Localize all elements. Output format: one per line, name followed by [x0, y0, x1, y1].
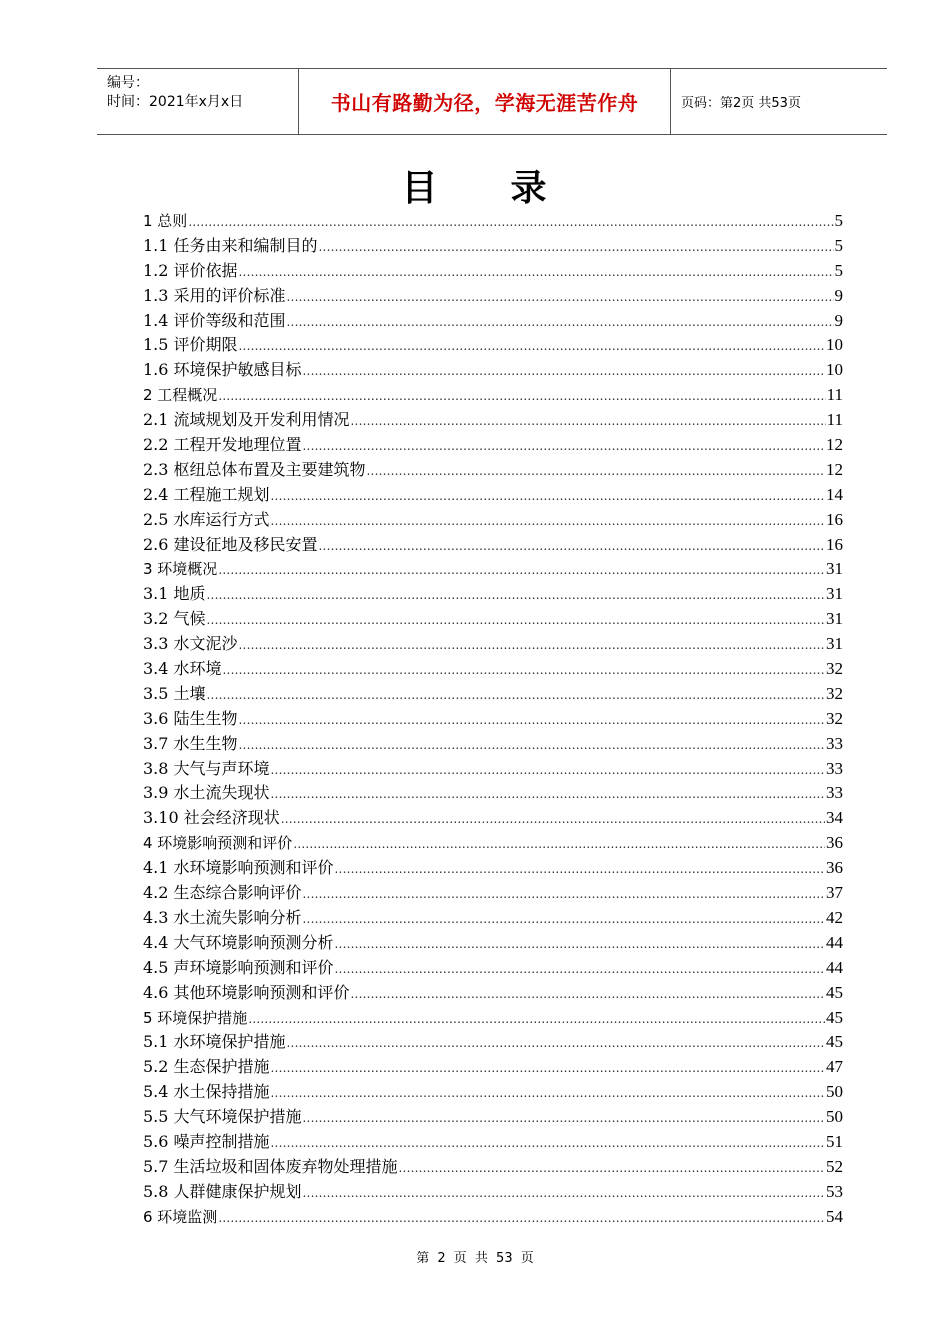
toc-leader-dots — [367, 458, 825, 484]
toc-entry[interactable] — [143, 632, 843, 657]
toc-entry-page: 54 — [826, 1206, 843, 1226]
title-char-2: 录 — [510, 168, 549, 209]
toc-leader-dots — [239, 707, 825, 733]
toc-leader-dots — [287, 309, 834, 335]
toc-entry-page: 14 — [826, 484, 843, 504]
toc-entry-page: 31 — [826, 584, 843, 604]
header-meta — [97, 69, 299, 134]
toc-entry-page: 50 — [826, 1082, 843, 1102]
toc-entry-label: 4.2 生态综合影响评价 — [143, 883, 302, 903]
table-of-contents — [143, 209, 843, 1230]
toc-leader-dots — [223, 657, 825, 683]
toc-entry-label: 3.3 水文泥沙 — [143, 634, 238, 654]
toc-entry-page: 16 — [826, 509, 843, 529]
toc-entry-page: 32 — [826, 683, 843, 703]
toc-entry-label: 2 工程概况 — [143, 386, 218, 405]
toc-entry-label: 2.4 工程施工规划 — [143, 484, 270, 504]
page-header — [97, 68, 887, 135]
toc-entry-page: 10 — [826, 335, 843, 355]
toc-entry[interactable] — [143, 284, 843, 309]
toc-entry-page: 53 — [826, 1181, 843, 1201]
toc-leader-dots — [188, 209, 833, 235]
toc-leader-dots — [287, 1030, 825, 1056]
header-motto-cell — [299, 69, 671, 134]
toc-entry-page: 34 — [826, 808, 843, 828]
toc-entry[interactable] — [143, 309, 843, 334]
toc-entry-label: 2.5 水库运行方式 — [143, 509, 270, 529]
toc-entry-label: 5.5 大气环境保护措施 — [143, 1107, 302, 1127]
toc-entry-page: 52 — [826, 1156, 843, 1176]
toc-entry[interactable] — [143, 508, 843, 533]
toc-leader-dots — [271, 781, 825, 807]
toc-entry-page: 16 — [826, 534, 843, 554]
toc-leader-dots — [271, 1130, 825, 1156]
toc-entry-label: 1.2 评价依据 — [143, 260, 238, 280]
toc-leader-dots — [351, 981, 825, 1007]
toc-entry[interactable] — [143, 1006, 843, 1031]
toc-leader-dots — [271, 508, 825, 534]
toc-leader-dots — [303, 881, 825, 907]
toc-entry-page: 47 — [826, 1057, 843, 1077]
toc-entry-page: 31 — [826, 559, 843, 579]
toc-entry-page: 45 — [826, 1007, 843, 1027]
toc-leader-dots — [319, 533, 825, 559]
toc-entry[interactable] — [143, 458, 843, 483]
toc-leader-dots — [335, 956, 825, 982]
toc-entry[interactable] — [143, 1030, 843, 1055]
toc-entry[interactable] — [143, 831, 843, 856]
toc-entry-page: 36 — [826, 833, 843, 853]
toc-entry[interactable] — [143, 931, 843, 956]
toc-entry[interactable] — [143, 533, 843, 558]
toc-entry[interactable] — [143, 906, 843, 931]
toc-entry[interactable] — [143, 483, 843, 508]
toc-entry[interactable] — [143, 881, 843, 906]
toc-entry-page: 5 — [834, 235, 843, 255]
toc-entry-label: 3.8 大气与声环境 — [143, 758, 270, 778]
toc-entry-page: 50 — [826, 1107, 843, 1127]
toc-entry-page: 32 — [826, 659, 843, 679]
toc-leader-dots — [207, 582, 825, 608]
toc-leader-dots — [303, 433, 825, 459]
toc-entry[interactable] — [143, 1155, 843, 1180]
toc-entry-page: 11 — [826, 410, 843, 430]
toc-entry-label: 5.8 人群健康保护规划 — [143, 1181, 302, 1201]
toc-entry-label: 1.1 任务由来和编制目的 — [143, 235, 318, 255]
toc-entry-page: 51 — [826, 1131, 843, 1151]
toc-leader-dots — [335, 931, 825, 957]
toc-entry[interactable] — [143, 383, 843, 408]
toc-entry-page: 32 — [826, 708, 843, 728]
toc-entry[interactable] — [143, 806, 843, 831]
toc-entry-label: 3.9 水土流失现状 — [143, 783, 270, 803]
page-title — [0, 160, 950, 211]
toc-leader-dots — [303, 358, 825, 384]
toc-entry[interactable] — [143, 582, 843, 607]
toc-leader-dots — [239, 632, 825, 658]
toc-entry-page: 31 — [826, 634, 843, 654]
toc-entry[interactable] — [143, 657, 843, 682]
toc-leader-dots — [207, 607, 825, 633]
toc-entry[interactable] — [143, 1080, 843, 1105]
toc-leader-dots — [248, 1006, 825, 1032]
toc-leader-dots — [271, 1055, 825, 1081]
toc-entry-page: 9 — [834, 285, 843, 305]
toc-entry[interactable] — [143, 557, 843, 582]
toc-entry-page: 11 — [826, 385, 843, 405]
toc-entry[interactable] — [143, 1105, 843, 1130]
toc-entry-page: 9 — [834, 310, 843, 330]
toc-entry-label: 1.4 评价等级和范围 — [143, 310, 286, 330]
toc-entry-label: 1.5 评价期限 — [143, 335, 238, 355]
toc-entry-label: 3.2 气候 — [143, 609, 206, 629]
toc-entry[interactable] — [143, 209, 843, 234]
toc-entry-page: 44 — [826, 957, 843, 977]
toc-entry-page: 5 — [834, 211, 843, 230]
toc-entry-label: 2.1 流域规划及开发利用情况 — [143, 410, 350, 430]
toc-entry-page: 33 — [826, 758, 843, 778]
toc-entry-label: 4 环境影响预测和评价 — [143, 834, 293, 853]
toc-entry-page: 45 — [826, 982, 843, 1002]
toc-entry-page: 33 — [826, 783, 843, 803]
toc-entry-page: 42 — [826, 907, 843, 927]
toc-leader-dots — [303, 1105, 825, 1131]
toc-entry-label: 3.5 土壤 — [143, 683, 206, 703]
toc-leader-dots — [271, 757, 825, 783]
toc-leader-dots — [399, 1155, 825, 1181]
toc-entry-label: 5.1 水环境保护措施 — [143, 1032, 286, 1052]
toc-entry-label: 2.6 建设征地及移民安置 — [143, 534, 318, 554]
toc-entry-label: 6 环境监测 — [143, 1207, 218, 1226]
page-label: 页码：第2页 共53页 — [681, 96, 801, 111]
toc-entry-label: 5.6 噪声控制措施 — [143, 1131, 270, 1151]
toc-entry-page: 36 — [826, 858, 843, 878]
toc-entry-label: 4.3 水土流失影响分析 — [143, 907, 302, 927]
toc-entry[interactable] — [143, 408, 843, 433]
toc-entry[interactable] — [143, 781, 843, 806]
time-label: 时间：2021年x月x日 — [107, 94, 244, 110]
toc-leader-dots — [207, 682, 825, 708]
toc-leader-dots — [319, 234, 834, 260]
toc-entry[interactable] — [143, 707, 843, 732]
toc-entry[interactable] — [143, 956, 843, 981]
toc-entry[interactable] — [143, 333, 843, 358]
toc-entry-page: 10 — [826, 360, 843, 380]
toc-entry[interactable] — [143, 234, 843, 259]
toc-leader-dots — [271, 483, 825, 509]
toc-entry[interactable] — [143, 259, 843, 284]
toc-entry-label: 4.6 其他环境影响预测和评价 — [143, 982, 350, 1002]
toc-leader-dots — [218, 1205, 825, 1231]
page-footer: 第 2 页 共 53 页 — [416, 1251, 534, 1266]
toc-leader-dots — [239, 259, 834, 285]
toc-entry-page: 33 — [826, 733, 843, 753]
toc-leader-dots — [303, 1180, 825, 1206]
toc-leader-dots — [281, 806, 825, 832]
toc-entry-label: 2.2 工程开发地理位置 — [143, 435, 302, 455]
toc-entry-page: 12 — [826, 435, 843, 455]
title-char-1: 目 — [401, 168, 440, 209]
toc-entry-label: 5.2 生态保护措施 — [143, 1057, 270, 1077]
toc-entry-label: 1 总则 — [143, 212, 188, 230]
toc-entry-label: 4.5 声环境影响预测和评价 — [143, 957, 334, 977]
toc-leader-dots — [271, 1080, 825, 1106]
toc-entry[interactable] — [143, 1130, 843, 1155]
toc-entry-page: 45 — [826, 1032, 843, 1052]
toc-leader-dots — [351, 408, 826, 434]
toc-entry-label: 4.1 水环境影响预测和评价 — [143, 858, 334, 878]
number-label: 编号： — [107, 75, 149, 91]
toc-entry-label: 3 环境概况 — [143, 560, 218, 579]
toc-entry[interactable] — [143, 1180, 843, 1205]
toc-entry-page: 31 — [826, 609, 843, 629]
toc-entry[interactable] — [143, 682, 843, 707]
toc-entry-label: 5.4 水土保持措施 — [143, 1082, 270, 1102]
toc-entry[interactable] — [143, 981, 843, 1006]
motto: 书山有路勤为径，学海无涯苦作舟 — [330, 91, 639, 115]
toc-entry-label: 2.3 枢纽总体布置及主要建筑物 — [143, 459, 366, 479]
toc-entry-label: 3.4 水环境 — [143, 659, 222, 679]
toc-entry[interactable] — [143, 607, 843, 632]
toc-leader-dots — [303, 906, 825, 932]
toc-entry-page: 44 — [826, 932, 843, 952]
toc-entry[interactable] — [143, 433, 843, 458]
toc-entry[interactable] — [143, 732, 843, 757]
toc-entry-label: 1.3 采用的评价标准 — [143, 285, 286, 305]
toc-entry-label: 3.7 水生生物 — [143, 733, 238, 753]
toc-leader-dots — [218, 557, 825, 583]
toc-entry-label: 3.6 陆生生物 — [143, 708, 238, 728]
toc-leader-dots — [335, 856, 825, 882]
toc-entry-label: 4.4 大气环境影响预测分析 — [143, 932, 334, 952]
toc-entry-label: 1.6 环境保护敏感目标 — [143, 360, 302, 380]
toc-entry-page: 12 — [826, 459, 843, 479]
toc-entry-label: 3.10 社会经济现状 — [143, 808, 280, 828]
toc-leader-dots — [293, 831, 825, 857]
toc-leader-dots — [287, 284, 834, 310]
toc-entry-label: 5.7 生活垃圾和固体废弃物处理措施 — [143, 1156, 398, 1176]
header-page-cell — [671, 69, 887, 134]
toc-entry[interactable] — [143, 358, 843, 383]
toc-leader-dots — [239, 732, 825, 758]
toc-entry-label: 5 环境保护措施 — [143, 1008, 248, 1027]
toc-entry-page: 37 — [826, 883, 843, 903]
toc-entry[interactable] — [143, 856, 843, 881]
toc-leader-dots — [218, 383, 825, 409]
toc-entry[interactable] — [143, 757, 843, 782]
toc-entry[interactable] — [143, 1055, 843, 1080]
toc-entry[interactable] — [143, 1205, 843, 1230]
toc-leader-dots — [239, 333, 825, 359]
toc-entry-page: 5 — [834, 260, 843, 280]
toc-entry-label: 3.1 地质 — [143, 584, 206, 604]
